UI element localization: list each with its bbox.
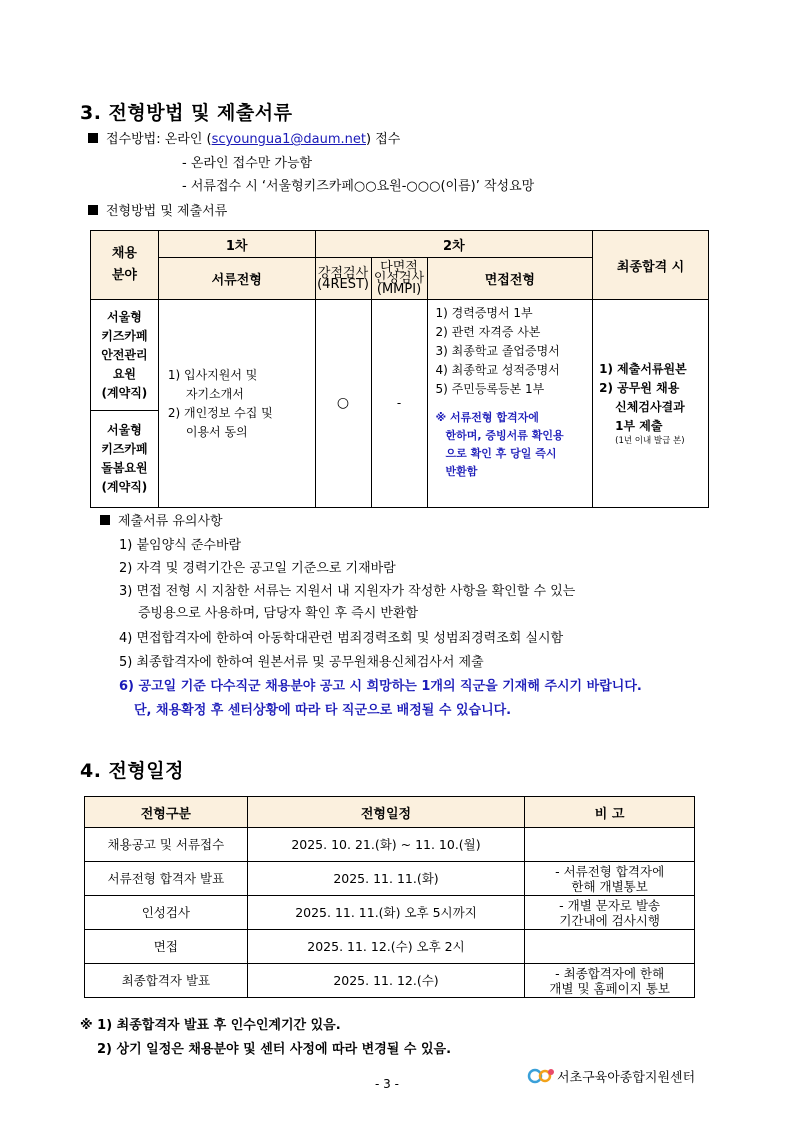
- final-item: 신체검사결과: [615, 400, 685, 414]
- document-item: 2) 개인정보 수집 및: [167, 405, 273, 420]
- schedule-note: - 최종합격자에 한해 개별 및 홈페이지 통보: [525, 964, 695, 998]
- header-round1: 1차: [158, 231, 315, 258]
- schedule-title: 4. 전형일정: [80, 760, 184, 782]
- interview-note: 반환함: [445, 465, 478, 478]
- schedule-date: 2025. 11. 12.(수) 오후 2시: [247, 930, 525, 964]
- field-care: 서울형 키즈카페 돌봄요원 (계약직): [91, 411, 159, 508]
- test-mmpi-value: -: [371, 300, 427, 508]
- interview-note: ※ 서류전형 합격자에: [435, 411, 539, 424]
- schedule-note: [525, 828, 695, 862]
- caution-item-highlight: 6) 공고일 기준 다수직군 채용분야 공고 시 희망하는 1개의 직군을 기재해 주시기 바랍니다.: [119, 679, 642, 694]
- document-item: 1) 입사지원서 및: [167, 367, 258, 382]
- center-logo-icon: [527, 1066, 557, 1090]
- schedule-stage: 채용공고 및 서류접수: [85, 828, 248, 862]
- receipt-note: - 온라인 접수만 가능함: [182, 156, 313, 171]
- schedule-note: - 서류전형 합격자에 한해 개별통보: [525, 862, 695, 896]
- header-test-4rest: 강점검사 (4REST): [315, 258, 371, 300]
- schedule-date: 2025. 11. 11.(화) 오후 5시까지: [247, 896, 525, 930]
- interview-note: 한하며, 증빙서류 확인용: [445, 429, 564, 442]
- schedule-date: 2025. 11. 12.(수): [247, 964, 525, 998]
- table-row: [85, 964, 695, 998]
- schedule-note: [525, 930, 695, 964]
- final-item: 1부 제출: [615, 419, 663, 433]
- caution-item: 증빙용으로 사용하며, 담당자 확인 후 즉시 반환함: [138, 606, 419, 621]
- email-link[interactable]: scyoungua1@daum.net: [211, 132, 366, 147]
- table-row: [85, 862, 695, 896]
- method-heading: [88, 203, 227, 221]
- schedule-header: 전형일정: [247, 797, 525, 828]
- interview-item: 5) 주민등록등본 1부: [435, 382, 545, 396]
- interview-cell: [427, 300, 593, 508]
- receipt-note: - 서류접수 시 ‘서울형키즈카페○○요원-○○○(이름)’ 작성요망: [182, 179, 535, 194]
- interview-item: 3) 최종학교 졸업증명서: [435, 344, 560, 358]
- caution-heading: [100, 513, 223, 531]
- receipt-suffix: ) 접수: [366, 132, 401, 147]
- schedule-date: 2025. 11. 11.(화): [247, 862, 525, 896]
- selection-table: [90, 230, 709, 508]
- caution-label: 제출서류 유의사항: [118, 514, 223, 529]
- interview-item: 4) 최종학교 성적증명서: [435, 363, 560, 377]
- schedule-stage: 인성검사: [85, 896, 248, 930]
- caution-item: 3) 면접 전형 시 지참한 서류는 지원서 내 지원자가 작성한 사항을 확인할 수 있는: [119, 584, 576, 599]
- square-bullet-icon: [88, 133, 98, 143]
- header-interview: 면접전형: [427, 258, 593, 300]
- document-cell: [158, 300, 315, 508]
- caution-item: 5) 최종합격자에 한하여 원본서류 및 공무원채용신체검사서 제출: [119, 655, 484, 670]
- square-bullet-icon: [88, 205, 98, 215]
- org-footer: [527, 1066, 695, 1090]
- schedule-note: - 개별 문자로 발송 기간내에 검사시행: [525, 896, 695, 930]
- receipt-method: [88, 131, 400, 149]
- field-safety: 서울형 키즈카페 안전관리 요원 (계약직): [91, 300, 159, 411]
- caution-item: 4) 면접합격자에 한하여 아동학대관련 범죄경력조회 및 성범죄경력조회 실시함: [119, 631, 564, 646]
- table-row: [85, 828, 695, 862]
- schedule-table: [84, 796, 695, 998]
- schedule-header: 비 고: [525, 797, 695, 828]
- page-number: - 3 -: [375, 1077, 399, 1091]
- schedule-stage: 면접: [85, 930, 248, 964]
- final-item: 2) 공무원 채용: [599, 381, 680, 395]
- header-document: 서류전형: [158, 258, 315, 300]
- final-cell: [593, 300, 709, 508]
- document-item: 자기소개서: [185, 386, 244, 401]
- schedule-date: 2025. 10. 21.(화) ~ 11. 10.(월): [247, 828, 525, 862]
- org-name: 서초구육아종합지원센터: [557, 1070, 696, 1086]
- schedule-stage: 최종합격자 발표: [85, 964, 248, 998]
- footnote: ※ 1) 최종합격자 발표 후 인수인계기간 있음.: [80, 1018, 341, 1033]
- caution-item: 2) 자격 및 경력기간은 공고일 기준으로 기재바람: [119, 561, 396, 576]
- caution-item: 1) 붙임양식 준수바람: [119, 538, 242, 553]
- square-bullet-icon: [100, 515, 110, 525]
- test-4rest-value: ○: [315, 300, 371, 508]
- table-row: [85, 896, 695, 930]
- method-label: 전형방법 및 제출서류: [106, 204, 228, 219]
- table-row: [85, 930, 695, 964]
- header-field: 채용 분야: [91, 231, 159, 300]
- receipt-label: 접수방법: 온라인 (: [106, 132, 212, 147]
- header-test-mmpi: 다면적 인성검사 (MMPI): [371, 258, 427, 300]
- header-round2: 2차: [315, 231, 593, 258]
- schedule-stage: 서류전형 합격자 발표: [85, 862, 248, 896]
- final-note: (1년 이내 발급 본): [615, 436, 685, 446]
- document-item: 이용서 동의: [185, 424, 248, 439]
- section-title: 3. 전형방법 및 제출서류: [80, 102, 293, 124]
- interview-item: 1) 경력증명서 1부: [435, 306, 533, 320]
- final-item: 1) 제출서류원본: [599, 362, 687, 376]
- interview-item: 2) 관련 자격증 사본: [435, 325, 541, 339]
- interview-note: 으로 확인 후 당일 즉시: [445, 447, 557, 460]
- schedule-header: 전형구분: [85, 797, 248, 828]
- caution-item-highlight: 단, 채용확정 후 센터상황에 따라 타 직군으로 배정될 수 있습니다.: [134, 703, 512, 718]
- header-final: 최종합격 시: [593, 231, 709, 300]
- footnote: 2) 상기 일정은 채용분야 및 센터 사정에 따라 변경될 수 있음.: [97, 1042, 452, 1057]
